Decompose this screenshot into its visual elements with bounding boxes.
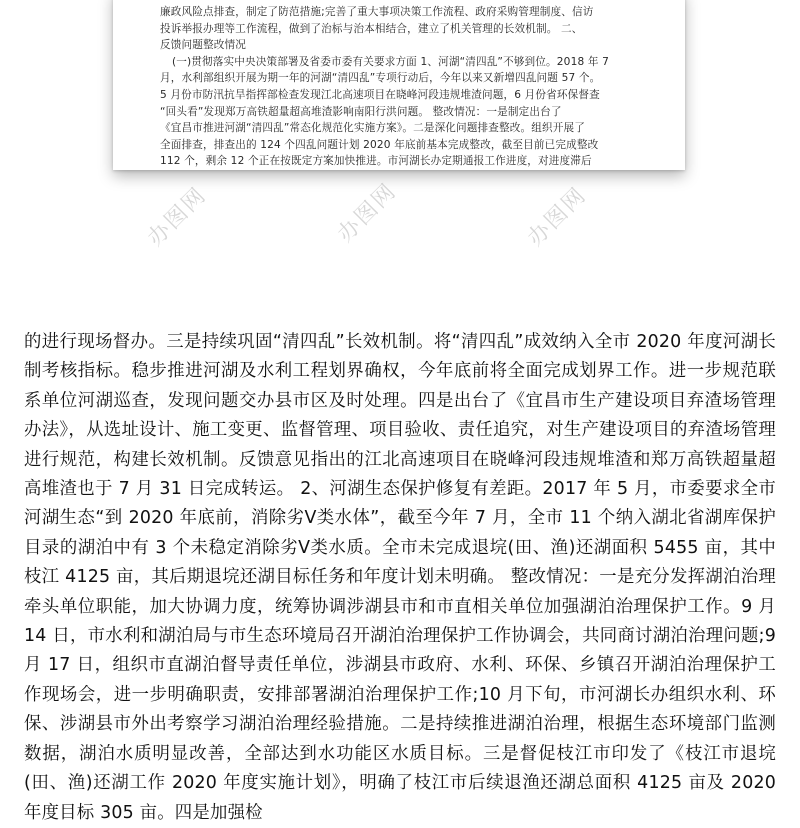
preview-line: 全面排查，排查出的 124 个四乱问题计划 2020 年底前基本完成整改，截至目前已完成整改	[160, 138, 599, 151]
preview-line: 112 个，剩余 12 个正在按既定方案加快推进。市河湖长办定期通报工作进度，对进度滞后	[160, 155, 592, 168]
watermark: 办图网	[143, 182, 212, 252]
watermark: 办图网	[333, 178, 402, 248]
preview-line: (一)贯彻落实中央决策部署及省委市委有关要求方面 1、河湖“清四乱”不够到位。2018 年 7	[172, 55, 610, 68]
preview-text	[160, 4, 640, 170]
article-body	[24, 328, 776, 828]
article-paragraph: 的进行现场督办。三是持续巩固“清四乱”长效机制。将“清四乱”成效纳入全市 2020 年度河湖长制考核指标。稳步推进河湖及水利工程划界确权，今年底前将全面完成划界工作。进一步规范联系单位河湖巡查，发现问题交办县市区及时处理。四是出台了《宜昌市生产建设项目弃渣场管理办法》，从选址设计、施工变更、监督管理、项目验收、责任追究，对生产建设项目的弃渣场管理进行规范，构建长效机制。反馈意见指出的江北高速项目在晓峰河段违规堆渣和郑万高铁超量超高堆渣也于 7 月 31 日完成转运。 2、河湖生态保护修复有差距。2017 年 5 月，市委要求全市河湖生态“到 2020 年底前，消除劣Ⅴ类水体”，截至今年 7 月，全市 11 个纳入湖北省湖库保护目录的湖泊中有 3 个未稳定消除劣Ⅴ类水质。全市未完成退垸(田、渔)还湖面积 5455 亩，其中枝江 4125 亩，其后期退垸还湖目标任务和年度计划未明确。 整改情况：一是充分发挥湖泊治理牵头单位职能，加大协调力度，统筹协调涉湖县市和市直相关单位加强湖泊治理保护工作。9 月 14 日，市水利和湖泊局与市生态环境局召开湖泊治理保护工作协调会，共同商讨湖泊治理问题;9 月 17 日，组织市直湖泊督导责任单位，涉湖县市政府、水利、环保、乡镇召开湖泊治理保护工作现场会，进一步明确职责，安排部署湖泊治理保护工作;10 月下旬，市河湖长办组织水利、环保、涉湖县市外出考察学习湖泊治理经验措施。二是持续推进湖泊治理，根据生态环境部门监测数据，湖泊水质明显改善，全部达到水功能区水质目标。三是督促枝江市印发了《枝江市退垸(田、渔)还湖工作 2020 年度实施计划》，明确了枝江市后续退渔还湖总面积 4125 亩及 2020 年度目标 305 亩。四是加强检	[24, 332, 776, 823]
preview-line: 月，水利部组织开展为期一年的河湖“清四乱”专项行动后，今年以来又新增四乱问题 57 个。	[160, 72, 601, 85]
preview-line: “回头看”发现郑万高铁超量超高堆渣影响南阳行洪问题。 整改情况：一是制定出台了	[160, 105, 562, 118]
preview-line: 廉政风险点排查，制定了防范措施;完善了重大事项决策工作流程、政府采购管理制度、信访	[160, 6, 594, 18]
preview-line: 5 月份市防汛抗旱指挥部检查发现江北高速项目在晓峰河段违规堆渣问题，6 月份省环保督查	[160, 88, 600, 101]
preview-line: 《宜昌市推进河湖“清四乱”常态化规范化实施方案》。二是深化问题排查整改。组织开展了	[160, 122, 585, 135]
watermark: 办图网	[523, 182, 592, 252]
preview-line: 投诉举报办理等工作流程，做到了治标与治本相结合，建立了机关管理的长效机制。 二、	[160, 22, 583, 35]
preview-line: 反馈问题整改情况	[160, 39, 246, 52]
document-preview-card	[113, 0, 685, 170]
